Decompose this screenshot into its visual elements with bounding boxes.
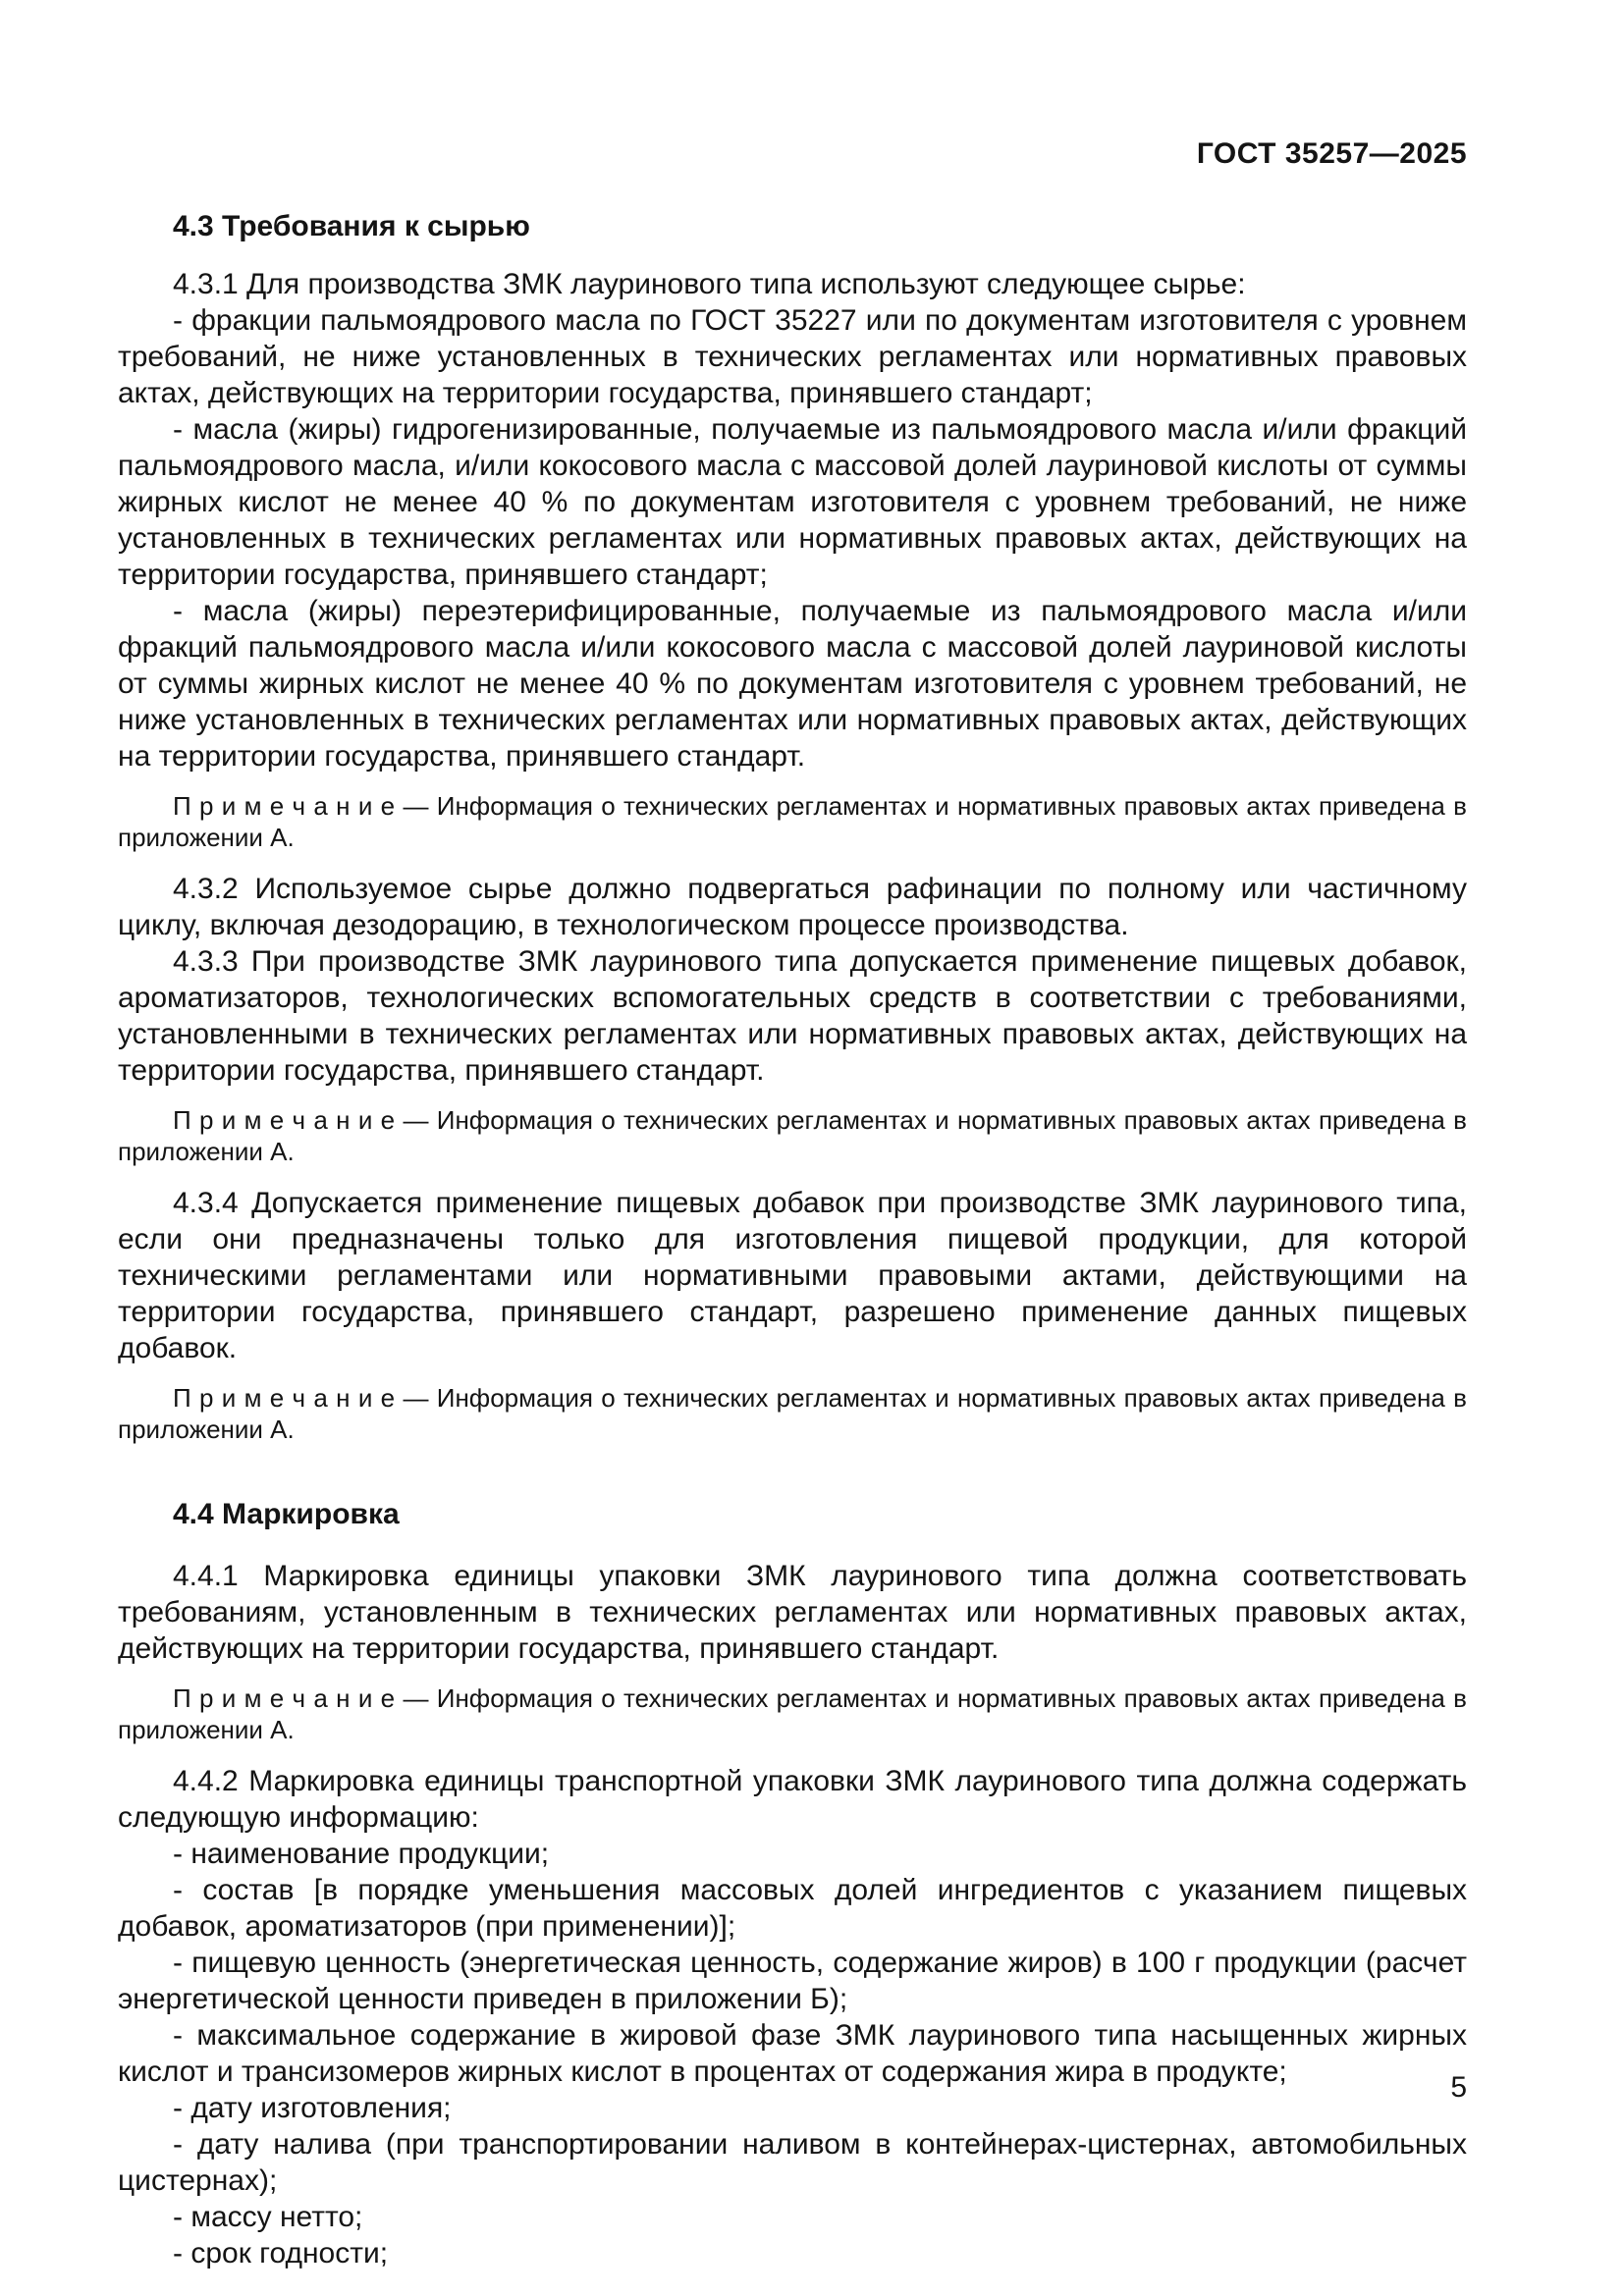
page-number: 5 bbox=[1450, 2071, 1467, 2104]
paragraph-4-4-1: 4.4.1 Маркировка единицы упаковки ЗМК лауринового типа должна соответствовать требованиям, установленным в технических регламентах или нормативных правовых актах, действующих на территории государства, принявшего стандарт. bbox=[118, 1560, 1467, 1665]
paragraph-4-3-4: 4.3.4 Допускается применение пищевых добавок при производстве ЗМК лауринового типа, если они предназначены только для изготовления пищевой продукции, для которой техническими регламентами или нормативными правовыми актами, действующими на территории государства, принявшего стандарт, разрешено применение данных пищевых добавок. bbox=[118, 1187, 1467, 1364]
paragraph-4-3-3: 4.3.3 При производстве ЗМК лауринового типа допускается применение пищевых добавок, ароматизаторов, технологических вспомогательных средств в соответствии с требованиями, установленными в технических регламентах или нормативных правовых актах, действующих на территории государства, принявшего стандарт. bbox=[118, 945, 1467, 1087]
list-item-nutritional-value: - пищевую ценность (энергетическая ценность, содержание жиров) в 100 г продукции (расчет энергетической ценности приведен в приложении Б); bbox=[118, 1947, 1467, 2015]
list-item-hydrogenated-oils: - масла (жиры) гидрогенизированные, получаемые из пальмоядрового масла и/или фракций пальмоядрового масла, и/или кокосового масла с массовой долей лауриновой кислоты от суммы жирных кислот не менее 40 % по документам изготовителя с уровнем требований, не ниже установленных в технических регламентах или нормативных правовых актах, действующих на территории государства, принявшего стандарт; bbox=[118, 413, 1467, 591]
list-item-product-name: - наименование продукции; bbox=[173, 1838, 550, 1870]
list-item-max-fat-content: - максимальное содержание в жировой фазе ЗМК лауринового типа насыщенных жирных кислот и трансизомеров жирных кислот в процентах от содержания жира в продукте; bbox=[118, 2019, 1467, 2088]
list-item-composition: - состав [в порядке уменьшения массовых долей ингредиентов с указанием пищевых добавок, ароматизаторов (при применении)]; bbox=[118, 1874, 1467, 1943]
paragraph-4-4-2: 4.4.2 Маркировка единицы транспортной упаковки ЗМК лауринового типа должна содержать следующую информацию: bbox=[118, 1765, 1467, 1834]
note-annex-a-3: П р и м е ч а н и е — Информация о технических регламентах и нормативных правовых актах приведена в приложении А. bbox=[118, 1383, 1467, 1444]
list-item-filling-date: - дату налива (при транспортировании наливом в контейнерах-цистернах, автомобильных цистернах); bbox=[118, 2128, 1467, 2197]
note-annex-a-1: П р и м е ч а н и е — Информация о технических регламентах и нормативных правовых актах приведена в приложении А. bbox=[118, 791, 1467, 852]
section-heading-4-4: 4.4 Маркировка bbox=[173, 1498, 400, 1530]
list-item-raw-material-fractions: - фракции пальмоядрового масла по ГОСТ 35227 или по документам изготовителя с уровнем требований, не ниже установленных в технических регламентах или нормативных правовых актах, действующих на территории государства, принявшего стандарт; bbox=[118, 304, 1467, 409]
list-item-shelf-life: - срок годности; bbox=[173, 2237, 389, 2269]
document-content bbox=[118, 208, 1467, 2271]
note-annex-a-4: П р и м е ч а н и е — Информация о технических регламентах и нормативных правовых актах приведена в приложении А. bbox=[118, 1683, 1467, 1744]
section-heading-4-3: 4.3 Требования к сырью bbox=[173, 210, 530, 242]
list-item-manufacture-date: - дату изготовления; bbox=[173, 2092, 452, 2124]
paragraph-4-3-2: 4.3.2 Используемое сырье должно подвергаться рафинации по полному или частичному циклу, включая дезодорацию, в технологическом процессе производства. bbox=[118, 873, 1467, 941]
document-number: ГОСТ 35257—2025 bbox=[1196, 137, 1467, 170]
list-item-net-weight: - массу нетто; bbox=[173, 2201, 363, 2233]
note-annex-a-2: П р и м е ч а н и е — Информация о технических регламентах и нормативных правовых актах приведена в приложении А. bbox=[118, 1105, 1467, 1166]
paragraph-4-3-1: 4.3.1 Для производства ЗМК лауринового типа используют следующее сырье: bbox=[173, 268, 1246, 300]
list-item-interesterified-oils: - масла (жиры) переэтерифицированные, получаемые из пальмоядрового масла и/или фракций пальмоядрового масла и/или кокосового масла с массовой долей лауриновой кислоты от суммы жирных кислот не менее 40 % по документам изготовителя с уровнем требований, не ниже установленных в технических регламентах или нормативных правовых актах, действующих на территории государства, принявшего стандарт. bbox=[118, 595, 1467, 773]
